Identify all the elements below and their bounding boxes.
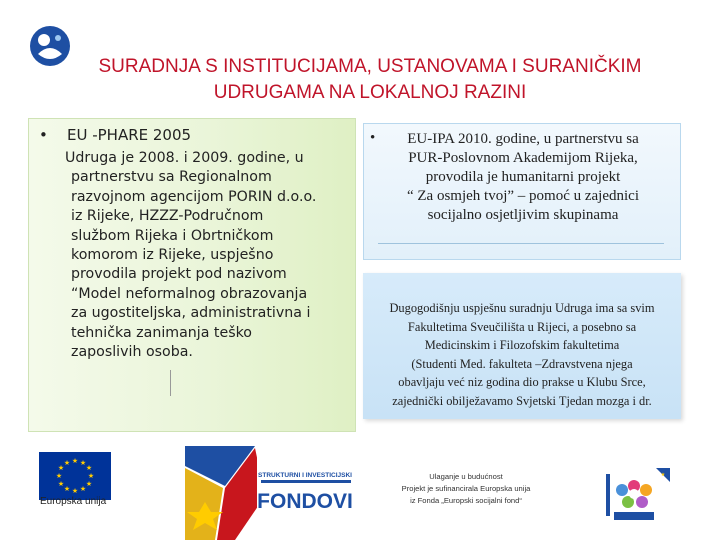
funding-note xyxy=(380,471,552,507)
text-cursor xyxy=(170,370,171,396)
svg-text:★: ★ xyxy=(85,464,93,472)
text-line: PUR-Poslovnom Akademijom Rijeka, xyxy=(408,150,638,166)
svg-text:★: ★ xyxy=(71,457,79,465)
university-text xyxy=(369,299,675,410)
text-line: Medicinskim i Filozofskim fakultetima xyxy=(424,338,620,352)
text-line: EU-IPA 2010. godine, u partnerstvu sa xyxy=(407,131,639,147)
bullet: • xyxy=(370,130,376,146)
text-line: iz Rijeke, HZZZ-Područnom xyxy=(71,208,264,225)
svg-text:★: ★ xyxy=(71,487,79,495)
svg-text:★: ★ xyxy=(87,472,95,480)
text-line: “Model neformalnog obrazovanja xyxy=(71,285,308,302)
university-box xyxy=(363,273,681,419)
svg-text:★: ★ xyxy=(63,485,71,493)
eu-ipa-text xyxy=(364,130,682,225)
svg-text:★: ★ xyxy=(79,459,87,467)
text-line: službom Rijeka i Obrtničkom xyxy=(71,227,274,244)
title-line-2: UDRUGAMA NA LOKALNOJ RAZINI xyxy=(213,82,527,103)
fondovi-logo-icon xyxy=(185,446,355,540)
heading-text: EU -PHARE 2005 xyxy=(67,126,192,144)
text-line: provodila je humanitarni projekt xyxy=(425,169,621,185)
text-line: Dugogodišnju uspješnu suradnju Udruga ima sa svim xyxy=(389,301,655,315)
text-line: (Studenti Med. fakulteta –Zdravstvena njega xyxy=(411,356,633,371)
text-line: zaposlivih osoba. xyxy=(71,344,193,361)
svg-text:★: ★ xyxy=(57,464,65,472)
fondovi-small-text: STRUKTURNI I INVESTICIJSKI xyxy=(258,472,352,479)
rijeka-logo-icon xyxy=(600,464,670,524)
text-line: komorom iz Rijeke, uspješno xyxy=(71,247,274,264)
svg-text:★: ★ xyxy=(85,480,93,488)
page-title xyxy=(40,54,700,106)
eu-label: Europska unija xyxy=(40,496,107,507)
text-line: provodila projekt pod nazivom xyxy=(71,266,287,283)
text-line: Projekt je sufinancirala Europska unija xyxy=(401,484,531,493)
svg-text:★: ★ xyxy=(55,472,63,480)
svg-text:★: ★ xyxy=(79,485,87,493)
text-line: zajednički obilježavamo Svjetski Tjedan mozga i dr. xyxy=(392,393,652,408)
eu-phare-box xyxy=(28,118,356,432)
text-line: obavljaju već niz godina dio prakse u Klubu Srce, xyxy=(398,375,646,389)
text-line: Ulaganje u budućnost xyxy=(429,472,503,481)
svg-text:★: ★ xyxy=(660,472,666,478)
text-line: Fakultetima Sveučilišta u Rijeci, a posebno sa xyxy=(407,319,637,334)
bullet: • xyxy=(39,126,48,144)
text-line: tehnička zanimanja teško xyxy=(71,324,252,341)
title-line-1: SURADNJA S INSTITUCIJAMA, USTANOVAMA I SURANIČKIM xyxy=(98,56,642,77)
text-line: “ Za osmjeh tvoj” – pomoć u zajednici xyxy=(406,188,639,204)
text-line: socijalno osjetljivim skupinama xyxy=(427,207,619,223)
eu-flag-icon xyxy=(39,452,111,500)
eu-ipa-box xyxy=(363,123,681,260)
text-line: Udruga je 2008. i 2009. godine, u xyxy=(65,150,304,166)
eu-phare-text xyxy=(41,149,359,362)
svg-text:★: ★ xyxy=(57,480,65,488)
text-line: za ugostiteljska, administrativna i xyxy=(71,305,311,322)
text-line: razvojnom agencijom PORIN d.o.o. xyxy=(71,188,317,205)
text-line: iz Fonda „Europski socijalni fond“ xyxy=(410,496,522,505)
eu-phare-heading xyxy=(39,126,191,144)
divider xyxy=(378,243,664,244)
text-line: partnerstvu sa Regionalnom xyxy=(71,169,272,186)
fondovi-big-text: FONDOVI xyxy=(257,490,353,513)
svg-text:★: ★ xyxy=(63,459,71,467)
